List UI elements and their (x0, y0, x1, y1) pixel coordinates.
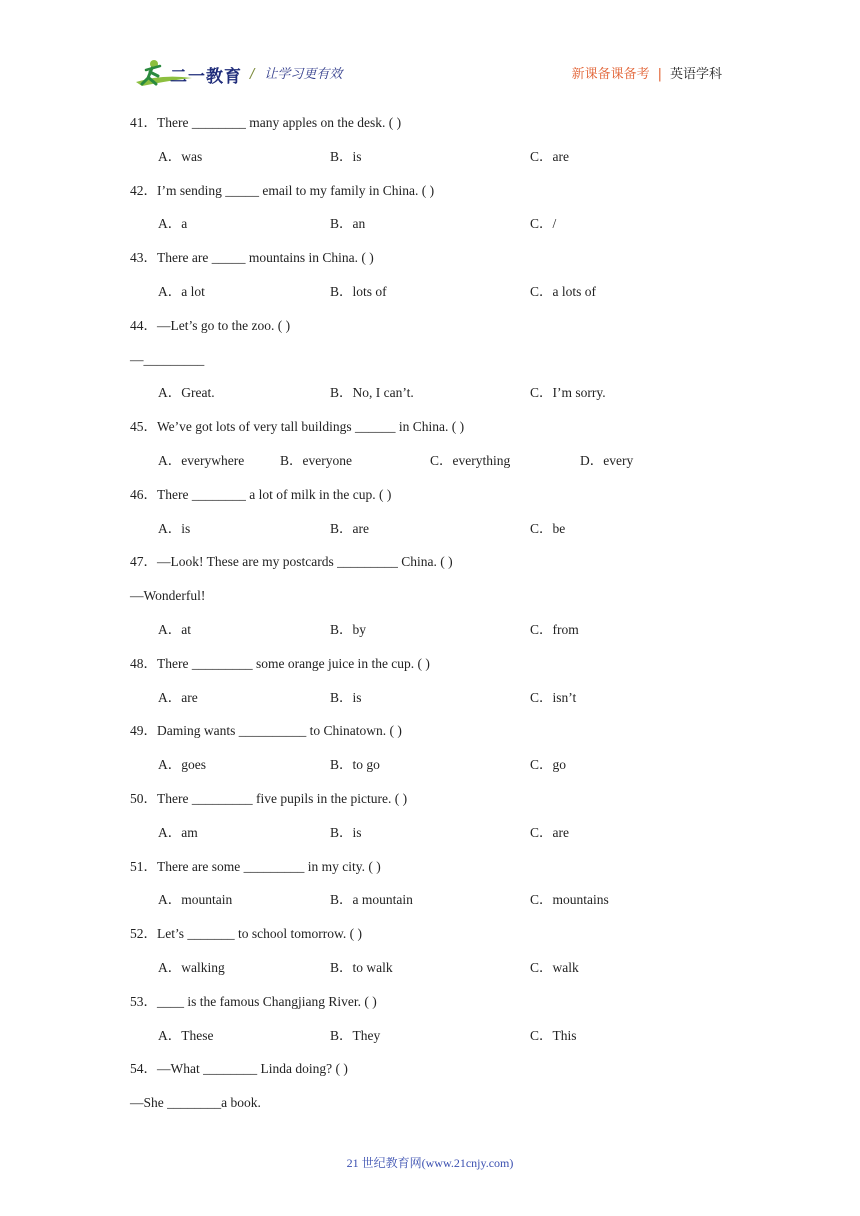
answer-option[interactable]: B．is (330, 689, 362, 705)
header-tag-course: 新课备课备考 (571, 67, 650, 82)
question-stem: 45．We’ve got lots of very tall buildings ______ in China. ( ) (130, 419, 465, 435)
question-stem: 41．There ________ many apples on the desk. ( ) (130, 115, 402, 130)
question-stem: 44．—Let’s go to the zoo. ( ) (130, 317, 291, 333)
answer-option[interactable]: C．go (530, 757, 567, 773)
answer-option[interactable]: A．a (158, 216, 188, 232)
answer-option[interactable]: C．everything (430, 453, 511, 468)
answer-option[interactable]: B．No, I can’t. (330, 385, 414, 401)
page-header (0, 0, 860, 100)
question-stem: 49．Daming wants __________ to Chinatown. ( ) (130, 723, 402, 739)
question-stem: 53．____ is the famous Changjiang River. ( ) (130, 993, 377, 1009)
answer-option[interactable]: A．at (158, 622, 191, 637)
header-tag-subject: 英语学科 (669, 67, 722, 82)
answer-option[interactable]: A．are (158, 689, 198, 705)
question-stem: 47．—Look! These are my postcards _________ China. ( ) (130, 554, 453, 570)
answer-option[interactable]: B．by (330, 622, 367, 637)
answer-option[interactable]: A．everywhere (158, 453, 245, 468)
answer-option[interactable]: A．am (158, 824, 198, 840)
answer-option[interactable]: C．are (530, 148, 569, 164)
answer-option[interactable]: C．from (530, 622, 579, 637)
answer-option[interactable]: A．These (158, 1027, 214, 1043)
answer-option[interactable]: B．to go (330, 757, 380, 773)
question-stem: 46．There ________ a lot of milk in the cup. ( ) (130, 486, 392, 502)
header-divider: | (657, 67, 662, 82)
question-dialogue-line: —_________ (130, 351, 205, 367)
question-stem: 52．Let’s _______ to school tomorrow. ( ) (130, 926, 362, 942)
slogan (250, 63, 342, 82)
brand-name: 二一教育 (170, 67, 242, 87)
question-stem: 50．There _________ five pupils in the picture. ( ) (130, 791, 408, 806)
answer-option[interactable]: C．/ (530, 216, 557, 232)
question-dialogue-line: —Wonderful! (130, 588, 206, 604)
answer-option[interactable]: A．goes (158, 757, 206, 773)
answer-option[interactable]: B．is (330, 148, 362, 164)
answer-option[interactable]: B．a mountain (330, 892, 413, 908)
slogan-separator: / (250, 67, 255, 82)
answer-option[interactable]: C．be (530, 520, 566, 536)
answer-option[interactable]: B．They (330, 1027, 381, 1043)
answer-option[interactable]: A．Great. (158, 385, 215, 401)
answer-option[interactable]: C．mountains (530, 892, 609, 908)
answer-option[interactable]: A．is (158, 520, 191, 536)
question-stem: 54．—What ________ Linda doing? ( ) (130, 1061, 348, 1077)
answer-option[interactable]: B．to walk (330, 960, 393, 975)
answer-option[interactable]: A．mountain (158, 892, 233, 908)
answer-option[interactable]: B．lots of (330, 284, 387, 299)
answer-option[interactable]: B．everyone (280, 453, 352, 468)
slogan-text: 让学习更有效 (264, 67, 343, 82)
answer-option[interactable]: D．every (580, 453, 634, 468)
header-tags (572, 63, 722, 82)
answer-option[interactable]: B．are (330, 520, 369, 536)
question-stem: 42．I’m sending _____ email to my family in China. ( ) (130, 182, 435, 198)
answer-option[interactable]: A．was (158, 148, 203, 164)
answer-option[interactable]: C．isn’t (530, 689, 577, 705)
answer-option[interactable]: C．This (530, 1027, 577, 1043)
answer-option[interactable]: B．an (330, 216, 366, 232)
answer-option[interactable]: B．is (330, 824, 362, 840)
answer-option[interactable]: A．a lot (158, 284, 205, 299)
answer-option[interactable]: C．are (530, 824, 569, 840)
answer-option[interactable]: C．a lots of (530, 284, 596, 299)
page-footer: 21 世纪教育网(www.21cnjy.com) (346, 1156, 514, 1170)
question-dialogue-line: —She ________a book. (130, 1095, 261, 1111)
question-stem: 51．There are some _________ in my city. ( ) (130, 858, 381, 874)
question-stem: 48．There _________ some orange juice in the cup. ( ) (130, 655, 430, 671)
answer-option[interactable]: C．walk (530, 960, 579, 975)
question-stem: 43．There are _____ mountains in China. ( ) (130, 250, 374, 266)
answer-option[interactable]: C．I’m sorry. (530, 385, 606, 401)
answer-option[interactable]: A．walking (158, 960, 225, 975)
